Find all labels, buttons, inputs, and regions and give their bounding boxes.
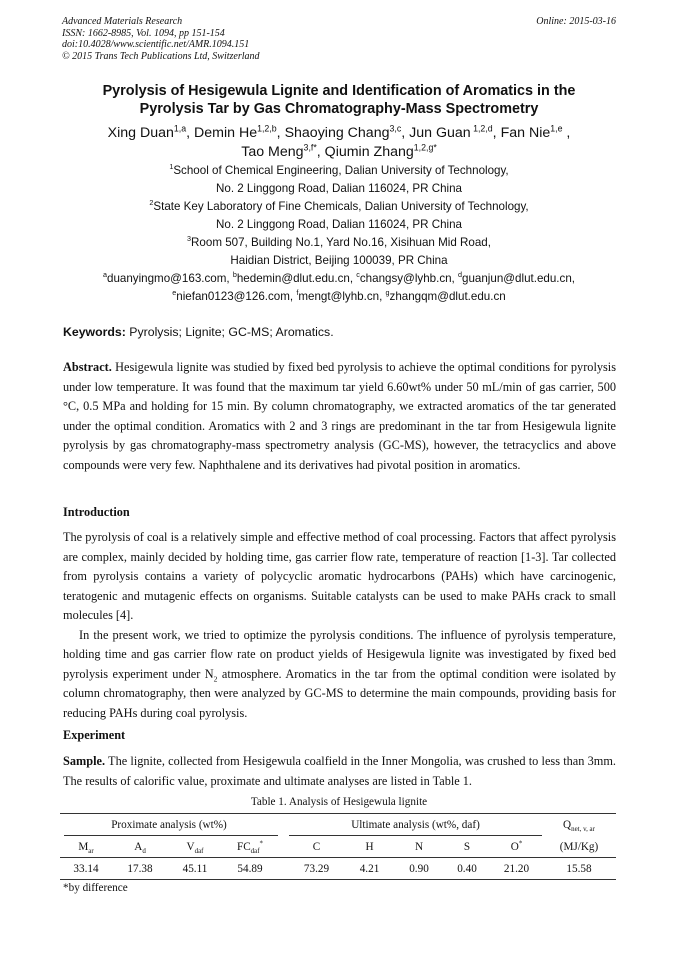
proximate-group-header: Proximate analysis (wt%) bbox=[111, 819, 227, 831]
affiliations: $^1$School of Chemical Engineering, Dalian University of Technology, No. 2 Linggong Road, Dalian 116024, PR China $^2$State Key Laboratory of Fine Chemicals, Dalian University of Technology, No. 2 Linggong Road, Dalian 116024, PR China $^3$Room 507, Building No.1, Yard No.16, Xisihuan Mid Road, Haidian District, Beijing 100039, PR China $^a$duanyingmo@163.com, $^b$hedemin@dlut.edu.cn, $^c$changsy@lyhb.cn, $^d$guanjun@dlut.edu.cn, $^e$niefan0123@126.com, $^f$mengt@lyhb.cn, $^g$zhangqm@dlut.edu.cn bbox=[40, 162, 638, 306]
table-cell: 54.89 bbox=[237, 863, 263, 875]
column-header: $V_{daf}$ bbox=[186, 841, 204, 856]
table-cell: 21.20 bbox=[503, 863, 530, 875]
analysis-table bbox=[60, 811, 616, 881]
table-cell: 0.40 bbox=[457, 863, 477, 875]
column-header: H bbox=[365, 841, 374, 853]
paragraph: The pyrolysis of coal is a relatively simple and effective method of coal processing. Factors that affect pyrolysis are complex, mainly decided by holding time, gas carrier flow rate, temperature of reaction [1-3]. Tar collected from pyrolysis contains a variety of polycyclic aromatic hydrocarbons (PAHs) which have carcinogenic, teratogenic and mutagenic effects on organisms. Suitable catalysts can be used to make PAHs crack to small molecules [4]. bbox=[63, 530, 616, 622]
author-name: Xing Duan bbox=[107, 125, 174, 141]
email-link[interactable]: duanyingmo@163.com, bbox=[107, 272, 233, 285]
author-list: Xing Duan$^{1,a}$, Demin He$^{1,2,b}$, Shaoying Chang$^{3,c}$, Jun Guan $^{1,2,d}$, Fan Nie$^{1,e}$ , Tao Meng$^{3,f*}$, Qiumin Zhang$^{1,2,g*}$ bbox=[107, 123, 571, 160]
affiliation-line: No. 2 Linggong Road, Dalian 116024, PR China bbox=[216, 182, 462, 195]
column-header: (MJ/Kg) bbox=[559, 841, 599, 853]
journal-name: Advanced Materials Research bbox=[62, 16, 183, 27]
online-date: Online: 2015-03-16 bbox=[536, 16, 616, 27]
author-affiliation-marker: 3,c bbox=[389, 123, 402, 134]
paper-title bbox=[40, 82, 638, 118]
issn-line: ISSN: 1662-8985, Vol. 1094, pp 151-154 bbox=[62, 27, 225, 39]
table-cell: 0.90 bbox=[409, 863, 429, 875]
table-caption: Table 1. Analysis of Hesigewula lignite bbox=[250, 796, 428, 808]
author-name: Qiumin Zhang bbox=[324, 144, 414, 160]
table-cell: 73.29 bbox=[303, 863, 330, 875]
column-header: $FC_{daf}^*$ bbox=[236, 839, 263, 856]
keywords bbox=[63, 325, 617, 339]
table-cell: 45.11 bbox=[182, 863, 208, 875]
affiliation-line: Room 507, Building No.1, Yard No.16, Xisihuan Mid Road, bbox=[191, 236, 491, 249]
email-link[interactable]: guanjun@dlut.edu.cn, bbox=[462, 272, 575, 285]
affiliation-line: School of Chemical Engineering, Dalian University of Technology, bbox=[173, 164, 509, 177]
table-column-header-row bbox=[60, 836, 616, 858]
author-name: Demin He bbox=[194, 125, 258, 141]
email-line: $^e$niefan0123@126.com, $^f$mengt@lyhb.cn, $^g$zhangqm@dlut.edu.cn bbox=[172, 288, 506, 303]
author-name: Jun Guan bbox=[409, 125, 471, 141]
table-cell: 4.21 bbox=[359, 863, 380, 875]
doi-line: doi:10.4028/www.scientific.net/AMR.1094.151 bbox=[62, 39, 250, 50]
title-line-2: Pyrolysis Tar by Gas Chromatography-Mass Spectrometry bbox=[139, 101, 539, 117]
column-header: $M_{ar}$ bbox=[78, 841, 94, 856]
q-header: $Q_{net, v, ar}$ bbox=[563, 819, 595, 834]
experiment-heading: Experiment bbox=[63, 728, 126, 742]
table-cell: 17.38 bbox=[127, 863, 153, 875]
email-line: $^a$duanyingmo@163.com, $^b$hedemin@dlut.edu.cn, $^c$changsy@lyhb.cn, $^d$guanjun@dlut.edu.cn, bbox=[103, 270, 575, 285]
email-link[interactable]: niefan0123@126.com, bbox=[176, 290, 297, 303]
author-name: Shaoying Chang bbox=[284, 125, 390, 141]
author-name: Fan Nie bbox=[500, 125, 551, 141]
email-link[interactable]: changsy@lyhb.cn, bbox=[359, 272, 459, 285]
paragraph: In the present work, we tried to optimize the pyrolysis conditions. The influence of pyrolysis temperature, holding time and gas carrier flow rate on product yields of Hesigewula lignite was investigated by fixed bed pyrolysis experiment under $N_2$ atmosphere. Aromatics in the tar from the optimal condition were isolated by column chromatography, then were analyzed by GC-MS to determine the main compounds, providing basis for reducing PAHs during coal pyrolysis. bbox=[63, 627, 616, 720]
author-name: Tao Meng bbox=[241, 144, 304, 160]
author-affiliation-marker: 1,2,d bbox=[470, 123, 493, 134]
abstract-label: Abstract. bbox=[63, 360, 112, 374]
affiliation-line: State Key Laboratory of Fine Chemicals, Dalian University of Technology, bbox=[153, 200, 529, 213]
table-footnote: *by difference bbox=[63, 882, 128, 894]
table-cell: 15.58 bbox=[566, 863, 592, 875]
journal-header bbox=[62, 16, 392, 62]
keywords-label: Keywords: bbox=[63, 325, 126, 339]
table-row bbox=[60, 858, 616, 880]
ultimate-group-header: Ultimate analysis (wt%, daf) bbox=[351, 819, 480, 831]
author-affiliation-marker: 1,2,b bbox=[257, 123, 277, 134]
table-cell: 33.14 bbox=[73, 863, 99, 875]
affiliation-line: No. 2 Linggong Road, Dalian 116024, PR China bbox=[216, 218, 462, 231]
email-link[interactable]: mengt@lyhb.cn, bbox=[298, 290, 386, 303]
table-group-header-row bbox=[60, 814, 616, 836]
abstract bbox=[63, 358, 616, 475]
abstract-text: Hesigewula lignite was studied by fixed bed pyrolysis to achieve the optimal conditions for pyrolysis under low temperature. It was found that the maximum tar yield 6.60wt% under 50 mL/min of gas carrier, 500 °C, 0.5 MPa and holding for 15 min. By column chromatography, we extracted aromatics of the tar generated under the optimal condition. Aromatics with 2 and 3 rings are predominant in the tar from Hesigewula lignite pyrolysis by gas chromatography-mass spectrometry analysis (GC-MS), however, the tetracyclics and above compounds were very few. Naphthalene and its derivatives had pivotal position in aromatics. bbox=[63, 360, 616, 472]
introduction-body bbox=[63, 528, 616, 723]
email-link[interactable]: hedemin@dlut.edu.cn, bbox=[236, 272, 357, 285]
title-line-1: Pyrolysis of Hesigewula Lignite and Identification of Aromatics in the bbox=[102, 83, 576, 99]
introduction-heading: Introduction bbox=[63, 505, 130, 519]
copyright-line: © 2015 Trans Tech Publications Ltd, Switzerland bbox=[62, 50, 260, 62]
affiliation-line: Haidian District, Beijing 100039, PR China bbox=[230, 254, 448, 267]
analysis-table-grid bbox=[60, 814, 616, 880]
author-affiliation-marker: 3,f* bbox=[303, 142, 317, 153]
author-affiliation-marker: 1,a bbox=[173, 123, 187, 134]
keywords-text: Pyrolysis; Lignite; GC-MS; Aromatics. bbox=[125, 325, 334, 339]
author-affiliation-marker: 1,2,g* bbox=[413, 142, 437, 153]
column-header: S bbox=[463, 841, 471, 853]
email-link[interactable]: zhangqm@dlut.edu.cn bbox=[389, 290, 506, 303]
author-affiliation-marker: 1,e bbox=[550, 123, 563, 134]
experiment-body bbox=[63, 752, 616, 791]
sample-label: Sample. bbox=[63, 754, 106, 768]
column-header: O* bbox=[510, 839, 523, 853]
column-header: N bbox=[414, 841, 424, 853]
column-header: $A_d$ bbox=[134, 841, 146, 856]
sample-text: The lignite, collected from Hesigewula coalfield in the Inner Mongolia, was crushed to less than 3mm. The results of calorific value, proximate and ultimate analyses are listed in Table 1. bbox=[63, 754, 616, 788]
column-header: C bbox=[312, 841, 321, 853]
